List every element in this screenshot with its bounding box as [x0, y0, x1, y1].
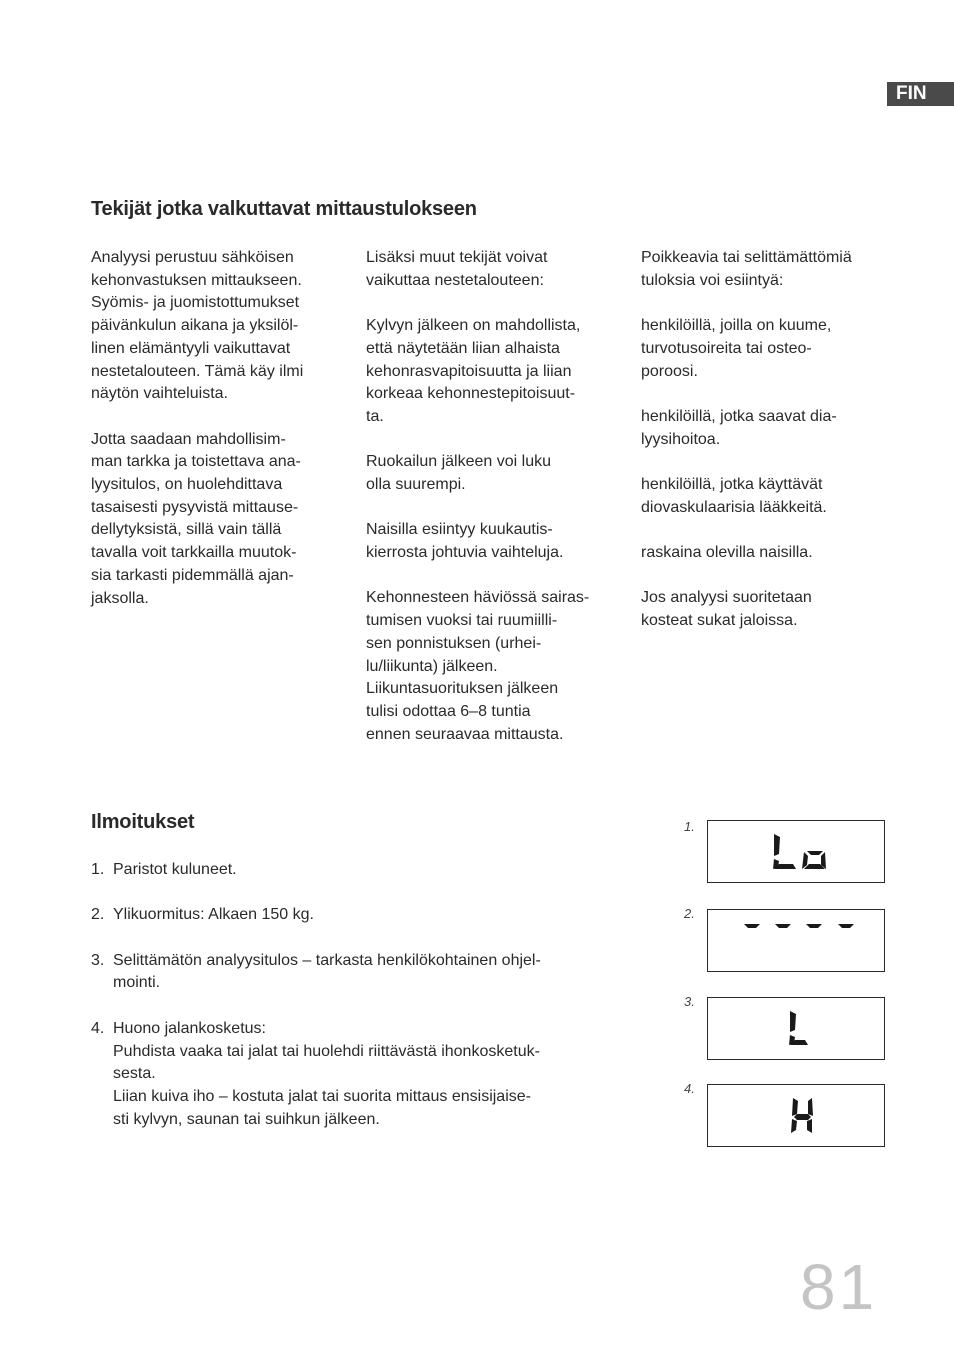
item-number: 3.: [91, 951, 105, 969]
language-tab: FIN: [887, 82, 954, 106]
item-number: 4.: [91, 1019, 105, 1037]
item-text: Ylikuormitus: Alkaen 150 kg.: [113, 906, 314, 924]
paragraph: Kylvyn jälkeen on mahdollista, että näytetään liian alhaista kehonrasvapitoisuutta ja liian korkeaa kehonnestepitoisuut- ta.: [366, 317, 581, 425]
list-item: [91, 950, 611, 995]
item-text: Paristot kuluneet.: [113, 861, 237, 878]
segment-reading-l: [708, 998, 886, 1061]
paragraph: Analyysi perustuu sähköisen kehonvastuksen mittaukseen. Syömis- ja juomistottumukset päivänkulun aikana ja yksilöl- linen elämäntyyli vaikuttavat nestetalouteen. Tämä käy ilmi näytön vaihteluista.: [91, 249, 304, 403]
item-text: Huono jalankosketus: Puhdista vaaka tai jalat tai huolehdi riittävästä ihonkosketuk- sesta. Liian kuiva iho – kostuta jalat tai suorita mittaus ensisijaise- sti kylvyn, saunan tai suihkun jälkeen.: [113, 1019, 540, 1128]
display-l: [707, 997, 885, 1060]
paragraph: Jos analyysi suoritetaan kosteat sukat jaloissa.: [641, 589, 812, 630]
paragraph: Jotta saadaan mahdollisim- man tarkka ja toistettava ana- lyysitulos, on huolehdittava tasaisesti pysyvistä mittause- dellytyksistä, sillä vain tällä tavalla voit tarkkailla muutok- sia tarkasti pidemmällä ajan- jaksolla.: [91, 430, 301, 607]
page-number: 81: [800, 1251, 878, 1323]
text-column-3: [641, 247, 901, 656]
list-item: [91, 904, 611, 927]
item-number: 1.: [91, 861, 105, 878]
display-h: [707, 1084, 885, 1147]
display-label-4: 4.: [684, 1081, 695, 1096]
segment-reading-dashes: [708, 910, 886, 973]
section-title-notices: Ilmoitukset: [91, 811, 195, 833]
paragraph: henkilöillä, joilla on kuume, turvotusoireita tai osteo- poroosi.: [641, 317, 832, 380]
paragraph: Lisäksi muut tekijät voivat vaikuttaa nestetalouteen:: [366, 249, 548, 289]
paragraph: raskaina olevilla naisilla.: [641, 544, 813, 562]
paragraph: Naisilla esiintyy kuukautis- kierrosta johtuvia vaihteluja.: [366, 521, 564, 562]
display-overload: [707, 909, 885, 972]
display-label-1: 1.: [684, 819, 695, 834]
paragraph: henkilöillä, jotka saavat dia- lyysihoitoa.: [641, 407, 837, 448]
list-item: [91, 859, 611, 882]
item-text: Selittämätön analyysitulos – tarkasta henkilökohtainen ohjel- mointi.: [113, 951, 541, 992]
notice-list: [91, 859, 611, 1154]
paragraph: henkilöillä, jotka käyttävät diovaskulaarisia lääkkeitä.: [641, 475, 827, 516]
paragraph: Ruokailun jälkeen voi luku olla suurempi.: [366, 453, 551, 493]
section-title-factors: Tekijät jotka valkuttavat mittaustulokseen: [91, 198, 477, 220]
text-column-2: [366, 247, 616, 769]
paragraph: Poikkeavia tai selittämättömiä tuloksia voi esiintyä:: [641, 249, 852, 289]
segment-reading-h: [708, 1085, 886, 1148]
display-lo: [707, 820, 885, 883]
display-label-3: 3.: [684, 994, 695, 1009]
paragraph: Kehonnesteen häviössä sairas- tumisen vuoksi tai ruumiilli- sen ponnistuksen (urhei- lu/liikunta) jälkeen. Liikuntasuorituksen jälkeen tulisi odottaa 6–8 tuntia ennen seuraavaa mittausta.: [366, 589, 590, 743]
display-label-2: 2.: [684, 906, 695, 921]
item-number: 2.: [91, 906, 105, 924]
text-column-1: [91, 247, 341, 633]
segment-reading-lo: [708, 821, 886, 884]
list-item: [91, 1018, 611, 1132]
